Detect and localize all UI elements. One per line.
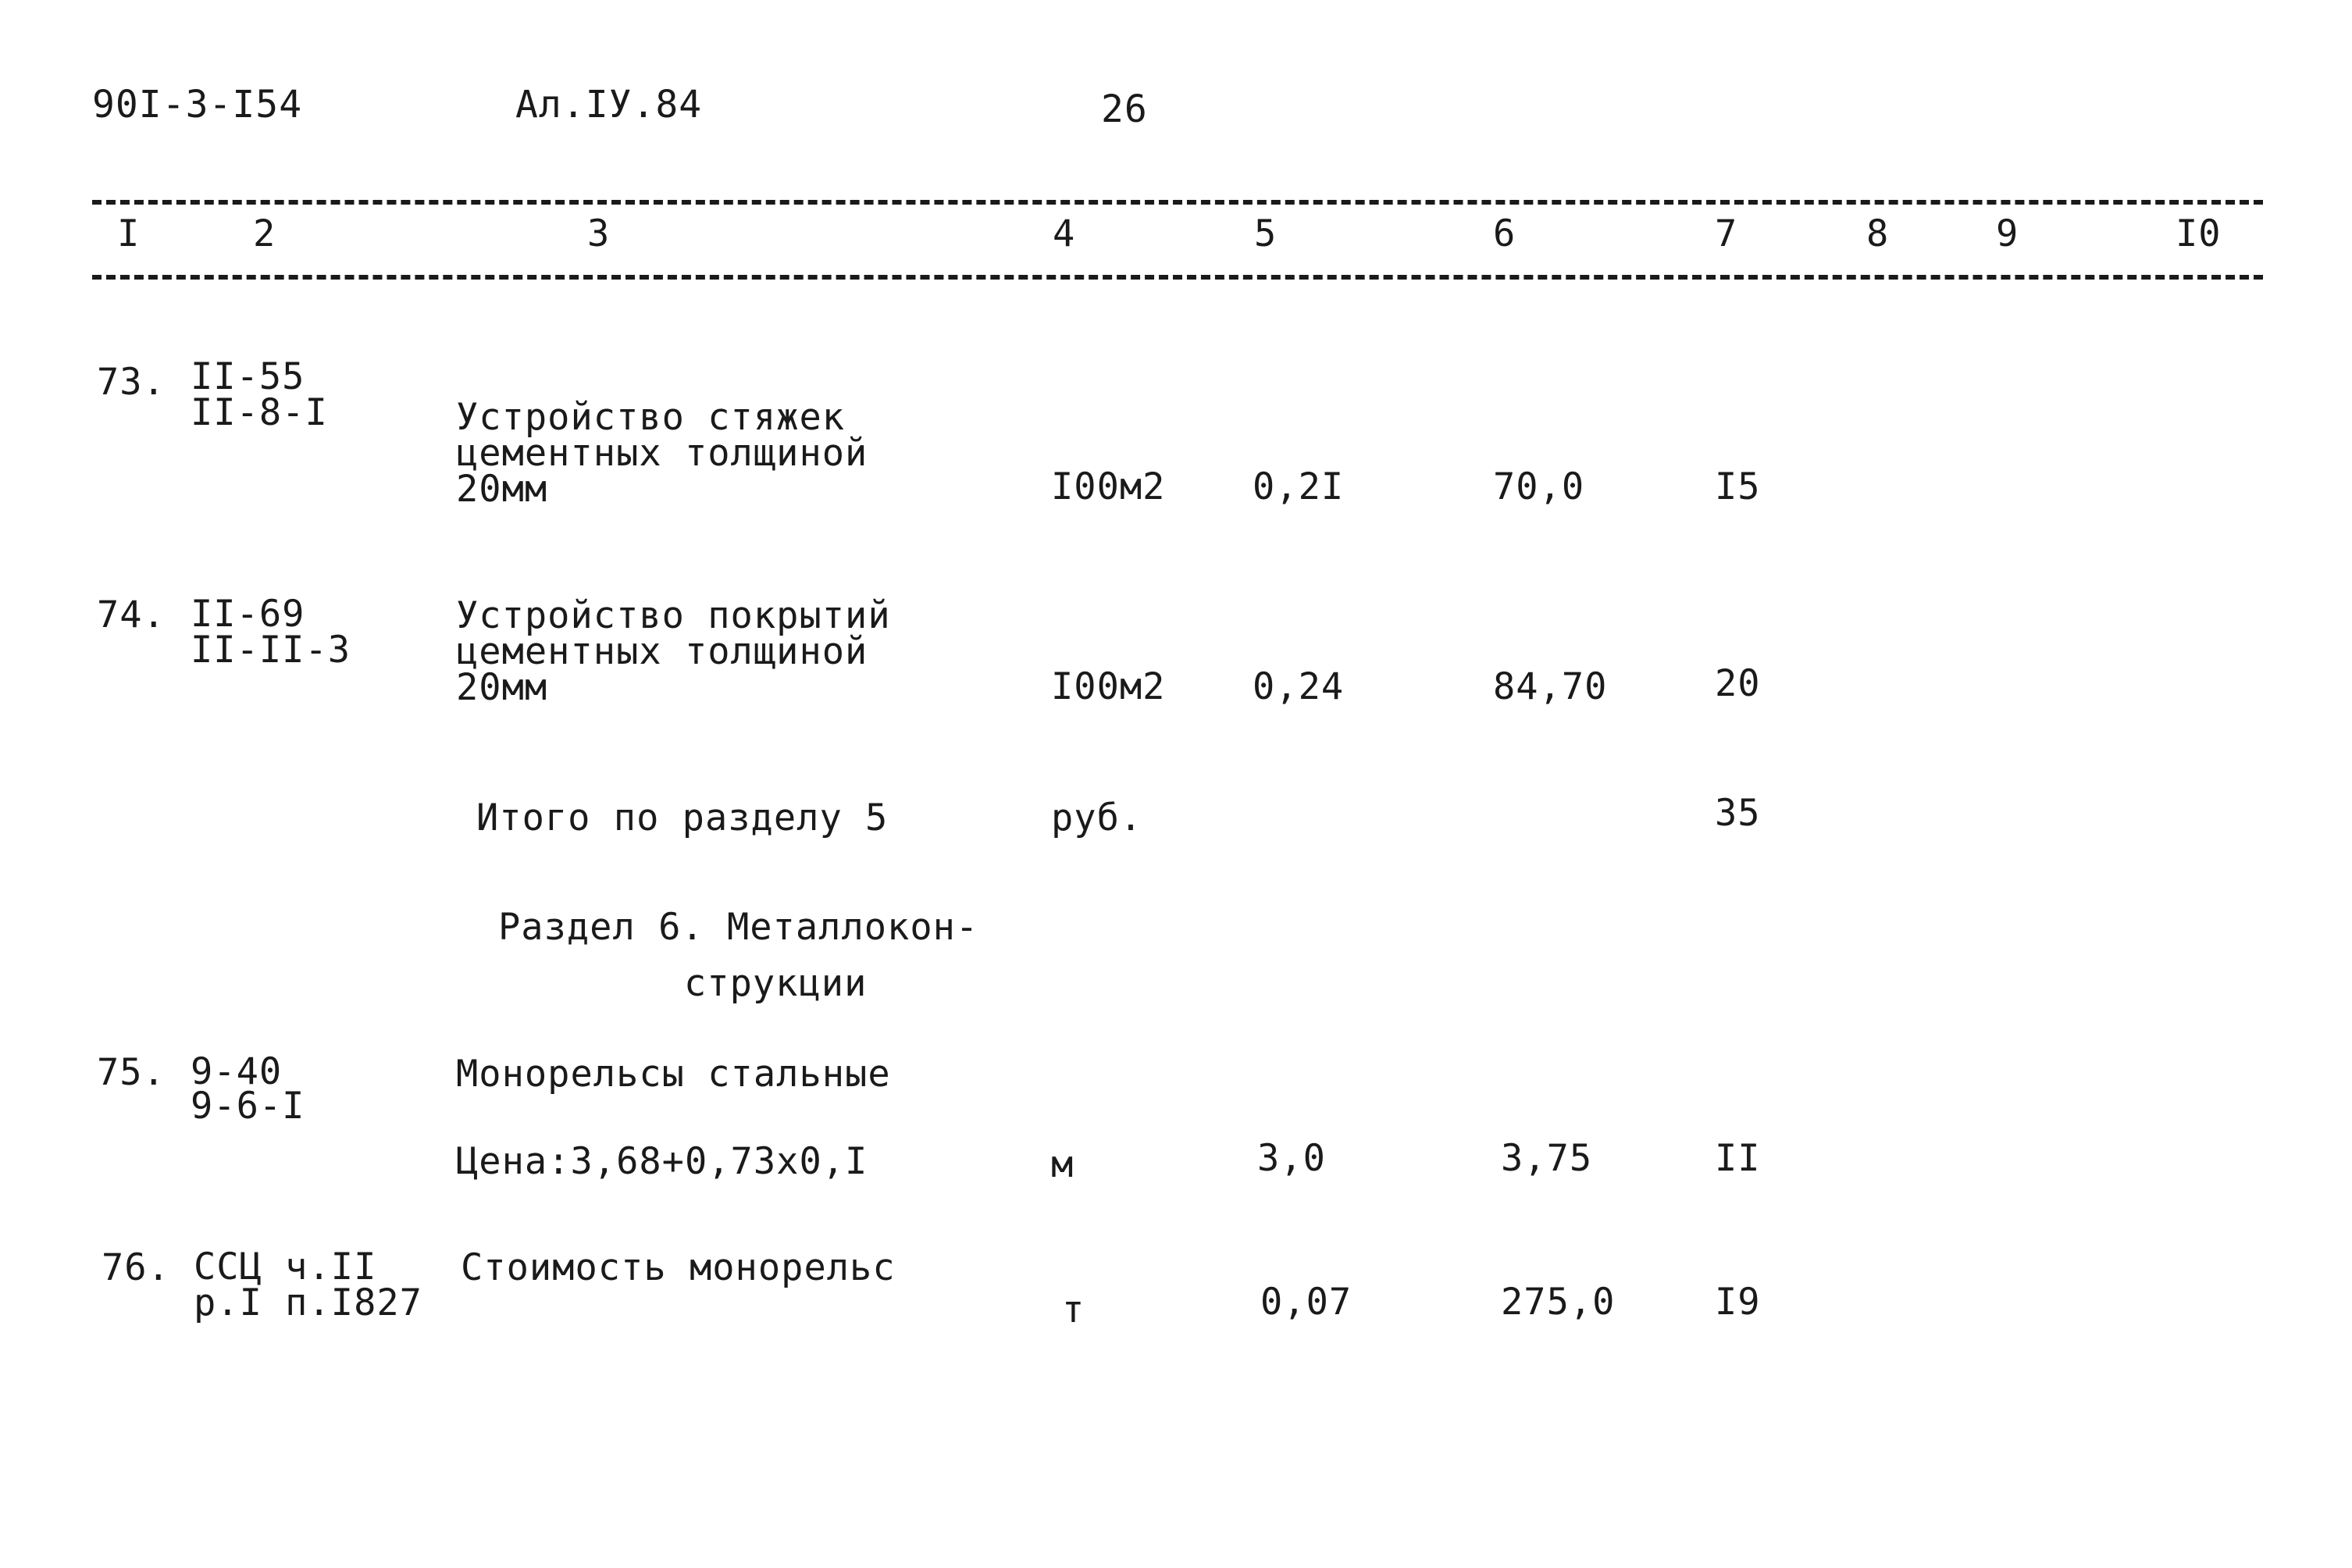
row-number: 76.: [102, 1246, 170, 1289]
norm-code: 9-40: [191, 1050, 283, 1093]
subtotal-unit: руб.: [1051, 796, 1143, 839]
work-description: Устройство стяжек: [456, 396, 846, 439]
unit-of-measure: т: [1062, 1288, 1085, 1331]
section-title: Раздел 6. Металлокон-: [498, 906, 979, 949]
column-header-9: 9: [1996, 212, 2019, 255]
norm-code: 9-6-I: [191, 1085, 305, 1128]
row-number: 73.: [97, 361, 166, 404]
column-header-6: 6: [1493, 212, 1516, 255]
price-formula: Цена:3,68+0,73х0,I: [456, 1140, 868, 1183]
total-cost: I5: [1715, 465, 1761, 508]
norm-code: II-69: [191, 593, 305, 636]
unit-of-measure: I00м2: [1051, 465, 1166, 508]
norm-code: II-55: [191, 355, 305, 398]
unit-price: 70,0: [1493, 465, 1585, 508]
row-number: 75.: [97, 1051, 166, 1094]
work-description: цементных толщиной: [456, 432, 868, 475]
work-description: цементных толщиной: [456, 630, 868, 673]
norm-code: ССЦ ч.II: [194, 1245, 377, 1288]
section-title-continued: струкции: [684, 962, 868, 1005]
quantity: 3,0: [1257, 1137, 1326, 1180]
work-description: 20мм: [456, 468, 548, 511]
unit-of-measure: м: [1051, 1143, 1074, 1186]
work-description: 20мм: [456, 666, 548, 709]
work-description: Монорельсы стальные: [456, 1053, 891, 1096]
unit-price: 3,75: [1501, 1137, 1593, 1180]
column-header-4: 4: [1053, 212, 1076, 255]
total-cost: 20: [1715, 662, 1761, 705]
column-header-3: 3: [587, 212, 611, 255]
total-cost: I9: [1715, 1281, 1761, 1324]
norm-code: II-II-3: [191, 629, 351, 672]
header-rule-bottom: [92, 275, 2263, 280]
page-number: 26: [1101, 87, 1148, 131]
column-header-5: 5: [1254, 212, 1278, 255]
quantity: 0,07: [1260, 1281, 1352, 1324]
column-header-7: 7: [1715, 212, 1738, 255]
quantity: 0,2I: [1253, 465, 1345, 508]
norm-code: р.I п.I827: [194, 1281, 422, 1324]
row-number: 74.: [97, 593, 166, 636]
document-code: 90I-3-I54: [92, 83, 303, 127]
subtotal-label: Итого по разделу 5: [476, 796, 889, 839]
header-rule-top: [92, 200, 2263, 205]
unit-of-measure: I00м2: [1051, 665, 1166, 708]
column-header-1: I: [117, 212, 141, 255]
quantity: 0,24: [1253, 665, 1345, 708]
unit-price: 84,70: [1493, 665, 1608, 708]
work-description: Устройство покрытий: [456, 594, 891, 637]
column-header-2: 2: [253, 212, 276, 255]
column-header-8: 8: [1866, 212, 1890, 255]
norm-code: II-8-I: [191, 391, 328, 434]
work-description: Стоимость монорельс: [461, 1246, 896, 1289]
album-number: Ал.IУ.84: [515, 83, 703, 127]
subtotal-total: 35: [1715, 792, 1761, 835]
total-cost: II: [1715, 1137, 1761, 1180]
column-header-10: I0: [2176, 212, 2222, 255]
unit-price: 275,0: [1501, 1281, 1616, 1324]
